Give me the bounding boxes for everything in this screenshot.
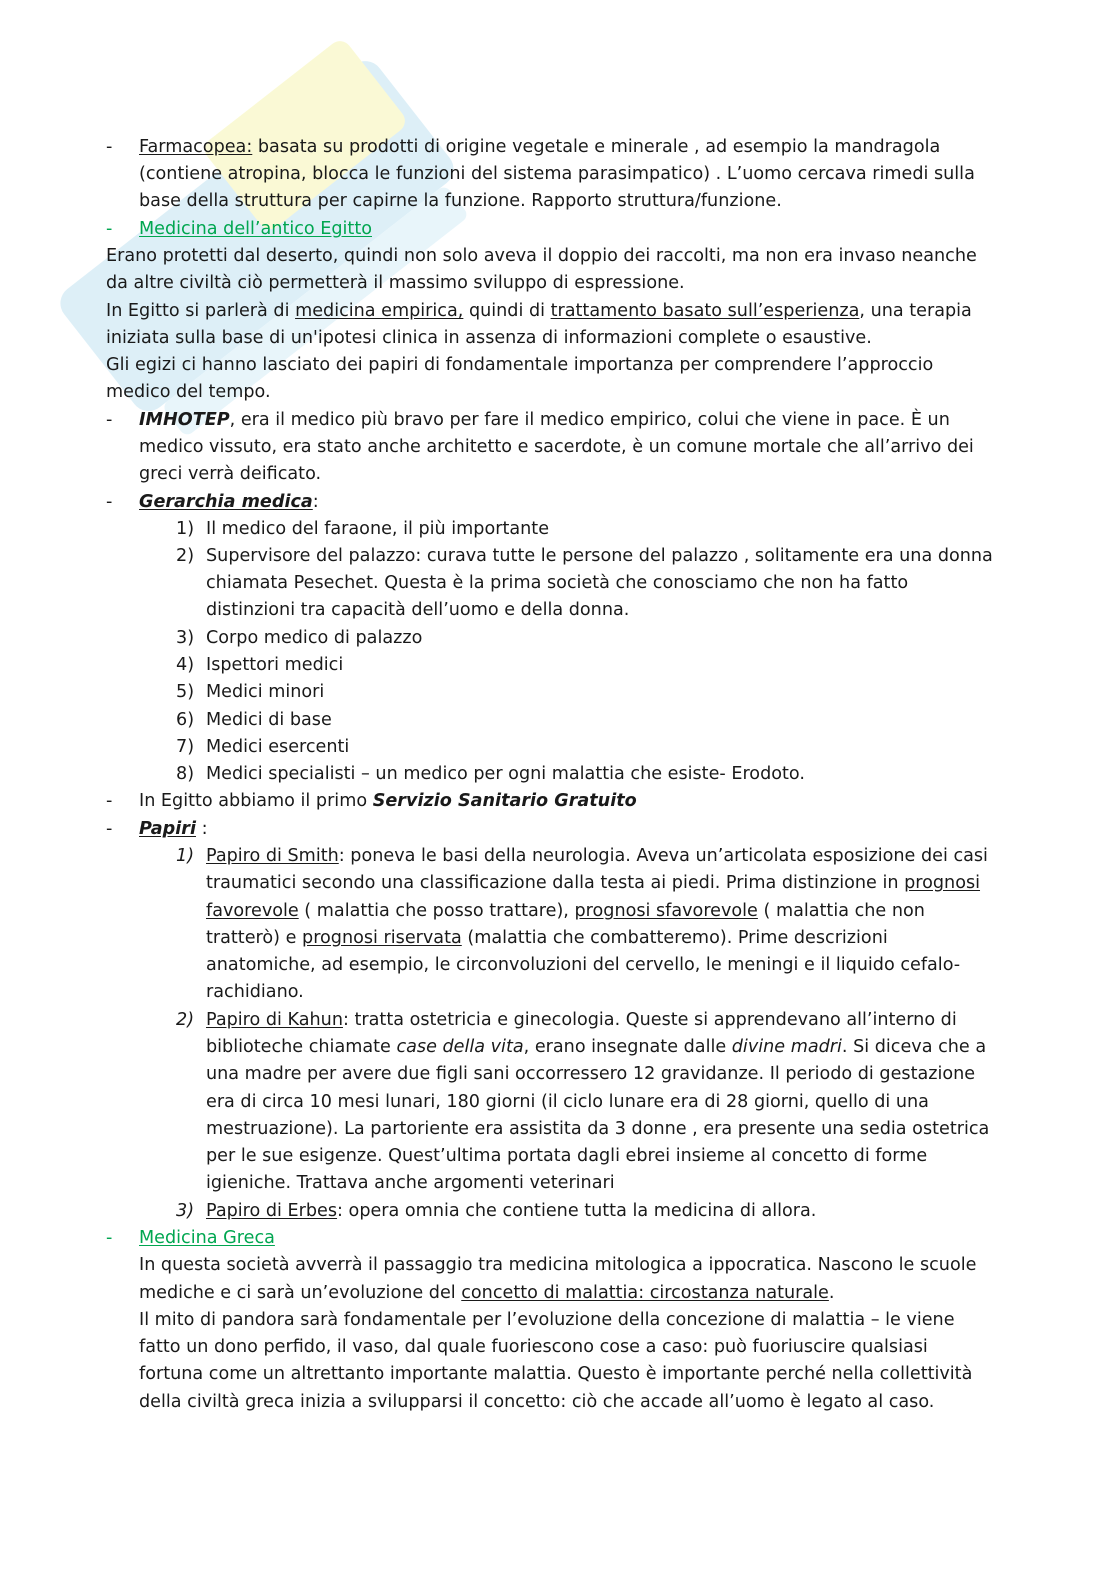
smith-line-1: Papiro di Smith: poneva le basi della neurologia. Aveva un’articolata esposizione dei casi (206, 846, 988, 866)
kahun-line-6: per le sue esigenze. Quest’ultima portata dagli ebrei insieme al concetto di forme (206, 1146, 928, 1166)
list-number: 4) (176, 655, 195, 675)
list-item-continuation: distinzioni tra capacità dell’uomo e della donna. (206, 600, 630, 620)
kahun-line-7: igieniche. Trattava anche argomenti veterinari (206, 1173, 615, 1193)
list-dash: - (106, 1228, 113, 1248)
list-item: Ispettori medici (206, 655, 344, 675)
imhotep-line-1: IMHOTEP, era il medico più bravo per fare il medico empirico, colui che viene in pace. È un (139, 410, 950, 430)
egitto-paragraph-line-1: Erano protetti dal deserto, quindi non solo aveva il doppio dei raccolti, ma non era invaso neanche (106, 246, 977, 266)
smith-line-5: anatomiche, ad esempio, le circonvoluzioni del cervello, le meningi e il liquido cefalo- (206, 955, 961, 975)
smith-line-4: tratterò) e prognosi riservata (malattia che combatteremo). Prime descrizioni (206, 928, 888, 948)
imhotep-line-2: medico vissuto, era stato anche architetto e sacerdote, è un comune mortale che all’arrivo dei (139, 437, 974, 457)
list-number: 8) (176, 764, 195, 784)
list-dash: - (106, 791, 113, 811)
kahun-line-2: biblioteche chiamate case della vita, erano insegnate dalle divine madri. Si diceva che a (206, 1037, 987, 1057)
kahun-line-4: era di circa 10 mesi lunari, 180 giorni (il ciclo lunare era di 28 giorni, quello di una (206, 1092, 929, 1112)
greca-line-2: mediche e ci sarà un’evoluzione del concetto di malattia: circostanza naturale. (139, 1283, 835, 1303)
greca-line-1: In questa società avverrà il passaggio tra medicina mitologica a ippocratica. Nascono le scuole (139, 1255, 977, 1275)
egitto-paragraph-line-4: iniziata sulla base di un'ipotesi clinica in assenza di informazioni complete o esaustive. (106, 328, 872, 348)
erbes-line-1: Papiro di Erbes: opera omnia che contiene tutta la medicina di allora. (206, 1201, 817, 1221)
list-item-continuation: chiamata Pesechet. Questa è la prima società che conosciamo che non ha fatto (206, 573, 909, 593)
papiri-title: Papiri : (139, 819, 208, 839)
list-item: Corpo medico di palazzo (206, 628, 423, 648)
farmacopea-line-2: (contiene atropina, blocca le funzioni del sistema parasimpatico) . L’uomo cercava rimedi sulla (139, 164, 975, 184)
list-item: Supervisore del palazzo: curava tutte le persone del palazzo , solitamente era una donna (206, 546, 993, 566)
egitto-paragraph-line-2: da altre civiltà ciò permetterà il massimo sviluppo di espressione. (106, 273, 685, 293)
list-number: 7) (176, 737, 195, 757)
list-item: Medici esercenti (206, 737, 350, 757)
smith-line-6: rachidiano. (206, 982, 304, 1002)
section-heading-egitto: Medicina dell’antico Egitto (139, 219, 372, 239)
imhotep-name: IMHOTEP (139, 410, 230, 430)
list-number: 1) (176, 846, 195, 866)
list-item: Medici minori (206, 682, 325, 702)
servizio-line: In Egitto abbiamo il primo Servizio Sanitario Gratuito (139, 791, 637, 811)
list-number: 6) (176, 710, 195, 730)
list-number: 3) (176, 1201, 195, 1221)
list-dash: - (106, 219, 113, 239)
smith-line-2: traumatici secondo una classificazione dalla testa ai piedi. Prima distinzione in prognosi (206, 873, 981, 893)
list-dash: - (106, 137, 113, 157)
imhotep-line-3: greci verrà deificato. (139, 464, 322, 484)
egitto-paragraph-line-6: medico del tempo. (106, 382, 271, 402)
egitto-paragraph-line-5: Gli egizi ci hanno lasciato dei papiri di fondamentale importanza per comprendere l’approccio (106, 355, 934, 375)
list-dash: - (106, 819, 113, 839)
greca-line-6: della civiltà greca inizia a svilupparsi il concetto: ciò che accade all’uomo è legato al caso. (139, 1392, 935, 1412)
smith-line-3: favorevole ( malattia che posso trattare), prognosi sfavorevole ( malattia che non (206, 901, 925, 921)
list-dash: - (106, 492, 113, 512)
list-number: 3) (176, 628, 195, 648)
farmacopea-line-3: base della struttura per capirne la funzione. Rapporto struttura/funzione. (139, 191, 782, 211)
farmacopea-term: Farmacopea: (139, 137, 253, 157)
farmacopea-line-1: Farmacopea: basata su prodotti di origine vegetale e minerale , ad esempio la mandragola (139, 137, 941, 157)
egitto-paragraph-line-3: In Egitto si parlerà di medicina empirica, quindi di trattamento basato sull’esperienza, una terapia (106, 301, 972, 321)
list-number: 1) (176, 519, 195, 539)
greca-line-4: fatto un dono perfido, il vaso, dal quale fuoriescono cose a caso: può fuoriuscire qualsiasi (139, 1337, 928, 1357)
list-item: Medici di base (206, 710, 332, 730)
kahun-line-5: mestruazione). La partoriente era assistita da 3 donne , era presente una sedia ostetrica (206, 1119, 990, 1139)
list-number: 5) (176, 682, 195, 702)
greca-line-3: Il mito di pandora sarà fondamentale per l’evoluzione della concezione di malattia – le viene (139, 1310, 955, 1330)
list-item: Il medico del faraone, il più importante (206, 519, 550, 539)
list-dash: - (106, 410, 113, 430)
list-number: 2) (176, 546, 195, 566)
kahun-line-1: Papiro di Kahun: tratta ostetricia e ginecologia. Queste si apprendevano all’interno di (206, 1010, 957, 1030)
section-heading-greca: Medicina Greca (139, 1228, 275, 1248)
list-item: Medici specialisti – un medico per ogni malattia che esiste- Erodoto. (206, 764, 805, 784)
gerarchia-title: Gerarchia medica: (139, 492, 319, 512)
kahun-line-3: una madre per avere due figli sani occorressero 12 gravidanze. Il periodo di gestazione (206, 1064, 976, 1084)
greca-line-5: fortuna come un altrettanto importante malattia. Questo è importante perché nella collettività (139, 1364, 973, 1384)
list-number: 2) (176, 1010, 195, 1030)
